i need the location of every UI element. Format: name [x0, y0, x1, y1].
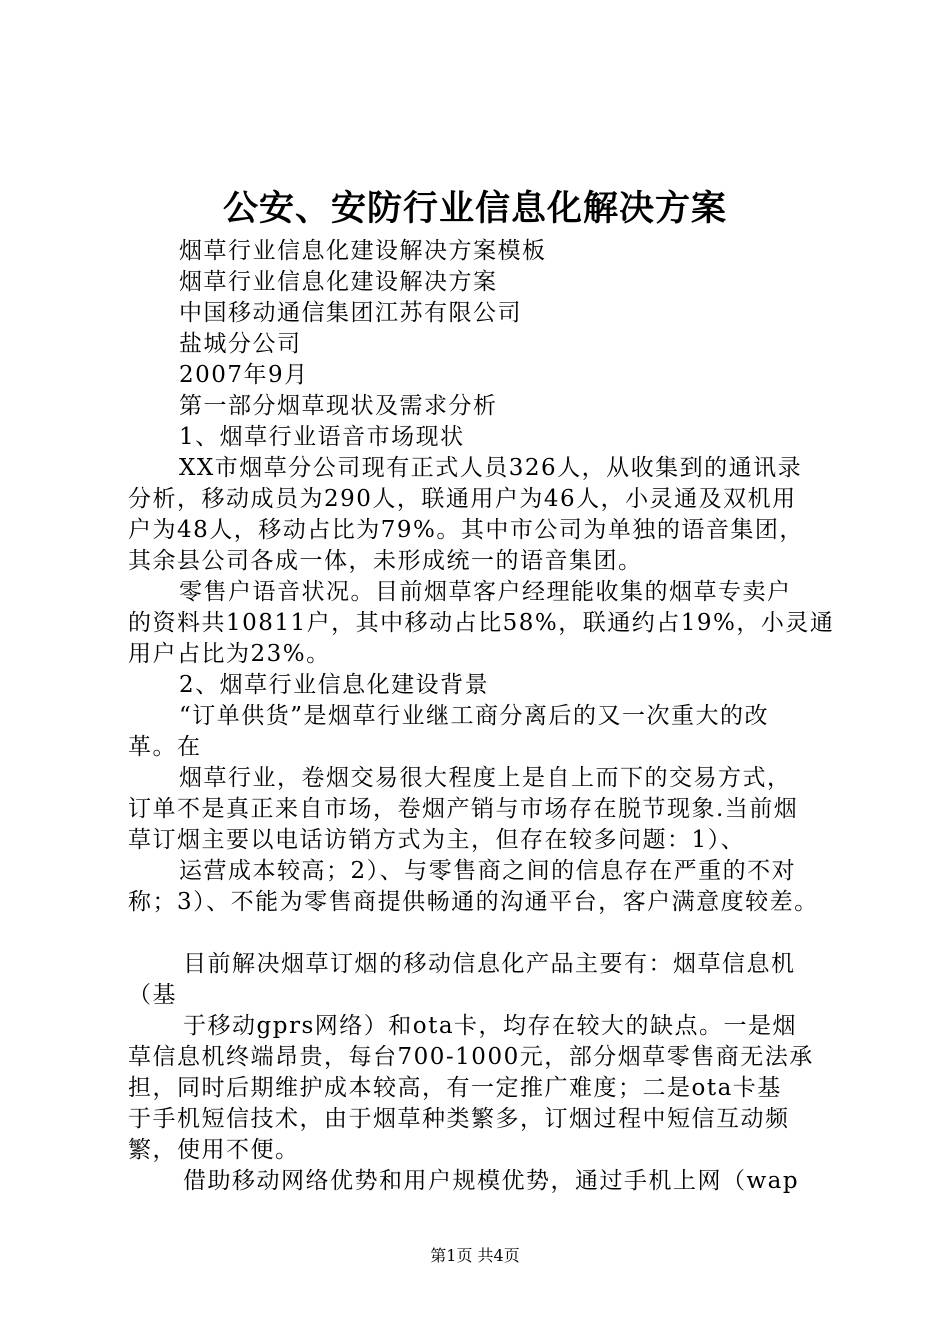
body-line: 1、烟草行业语音市场现状 — [179, 424, 465, 450]
body-line: 第一部分烟草现状及需求分析 — [179, 393, 498, 419]
body-line: （基 — [128, 982, 177, 1008]
body-line: 2、烟草行业信息化建设背景 — [179, 672, 490, 698]
body-line: XX市烟草分公司现有正式人员326人，从收集到的通讯录 — [179, 455, 803, 481]
body-line: 用户占比为23%。 — [128, 641, 331, 667]
body-line: 担，同时后期维护成本较高，有一定推广难度；二是ota卡基 — [128, 1075, 782, 1101]
document-title: 公安、安防行业信息化解决方案 — [222, 188, 727, 229]
body-line: 烟草行业信息化建设解决方案 — [179, 269, 498, 295]
body-line: 借助移动网络优势和用户规模优势，通过手机上网（wap — [183, 1168, 800, 1194]
body-line: 烟草行业，卷烟交易很大程度上是自上而下的交易方式， — [179, 765, 792, 791]
body-line: 称；3）、不能为零售商提供畅通的沟通平台，客户满意度较差。 — [128, 889, 819, 915]
body-line: 革。在 — [128, 734, 202, 760]
body-line: 户为48人，移动占比为79%。其中市公司为单独的语音集团， — [128, 517, 804, 543]
body-line: 中国移动通信集团江苏有限公司 — [179, 300, 522, 326]
body-line: 分析，移动成员为290人，联通用户为46人，小灵通及双机用 — [128, 486, 797, 512]
body-line: 于手机短信技术，由于烟草种类繁多，订烟过程中短信互动频 — [128, 1106, 790, 1132]
body-line: “订单供货”是烟草行业继工商分离后的又一次重大的改 — [179, 703, 770, 729]
body-line: 目前解决烟草订烟的移动信息化产品主要有：烟草信息机 — [183, 951, 796, 977]
body-line: 其余县公司各成一体，未形成统一的语音集团。 — [128, 548, 643, 574]
body-line: 草信息机终端昂贵，每台700-1000元，部分烟草零售商无法承 — [128, 1044, 814, 1070]
body-line: 零售户语音状况。目前烟草客户经理能收集的烟草专卖户 — [179, 579, 792, 605]
body-line: 2007年9月 — [179, 362, 309, 388]
page-footer: 第1页 共4页 — [430, 1246, 520, 1265]
body-line: 的资料共10811户，其中移动占比58%，联通约占19%，小灵通 — [128, 610, 835, 636]
document-body — [128, 236, 838, 1197]
body-line: 烟草行业信息化建设解决方案模板 — [179, 238, 547, 264]
body-line: 订单不是真正来自市场，卷烟产销与市场存在脱节现象.当前烟 — [128, 796, 799, 822]
body-line: 繁，使用不便。 — [128, 1137, 300, 1163]
blank-line — [128, 918, 838, 949]
body-line: 运营成本较高；2）、与零售商之间的信息存在严重的不对 — [179, 858, 797, 884]
body-line: 草订烟主要以电话访销方式为主，但存在较多问题：1）、 — [128, 827, 746, 853]
body-line: 于移动gprs网络）和ota卡，均存在较大的缺点。一是烟 — [183, 1013, 798, 1039]
body-line: 盐城分公司 — [179, 331, 302, 357]
